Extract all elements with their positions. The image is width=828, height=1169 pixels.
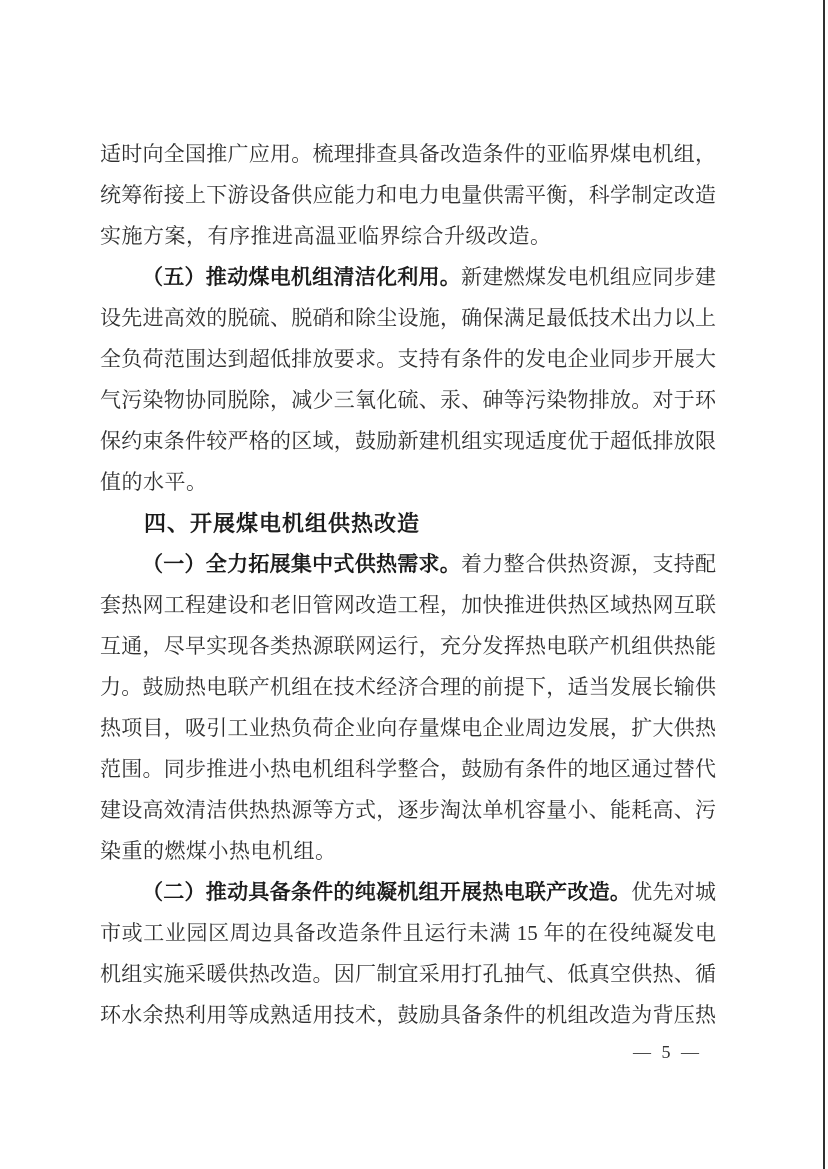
scan-edge-line [823,0,825,1169]
text-line [100,175,716,216]
text-segment: 值的水平。 [100,470,208,494]
text-line [100,216,716,257]
text-line [100,995,716,1036]
bold-text-segment: （一）全力拓展集中式供热需求。 [142,552,462,576]
text-segment: 保约束条件较严格的区域，鼓励新建机组实现适度优于超低排放限 [100,429,716,453]
text-segment: 优先对城 [631,880,717,904]
text-segment: 互通，尽早实现各类热源联网运行，充分发挥热电联产机组供热能 [100,634,716,658]
text-segment: 统筹衔接上下游设备供应能力和电力电量供需平衡，科学制定改造 [100,183,716,207]
text-line [100,298,716,339]
text-line [100,585,716,626]
text-line [100,421,716,462]
text-line [100,544,716,585]
text-line [100,831,716,872]
text-line [100,134,716,175]
text-segment: 气污染物协同脱除，减少三氧化硫、汞、砷等污染物排放。对于环 [100,388,716,412]
text-line [100,708,716,749]
text-segment: 建设高效清洁供热热源等方式，逐步淘汰单机容量小、能耗高、污 [100,798,716,822]
text-segment: 市或工业园区周边具备改造条件且运行未满 15 年的在役纯凝发电 [100,921,716,945]
text-line [100,954,716,995]
text-segment: 热项目，吸引工业热负荷企业向存量煤电企业周边发展，扩大供热 [100,716,716,740]
section-heading [100,503,716,544]
text-segment: 范围。同步推进小热电机组科学整合，鼓励有条件的地区通过替代 [100,757,716,781]
text-line [100,913,716,954]
text-segment: 染重的燃煤小热电机组。 [100,839,337,863]
text-segment: 设先进高效的脱硫、脱硝和除尘设施，确保满足最低技术出力以上 [100,306,716,330]
text-line [100,790,716,831]
text-line [100,339,716,380]
text-segment: 适时向全国推广应用。梳理排查具备改造条件的亚临界煤电机组， [100,142,716,166]
text-line [100,872,716,913]
text-segment: 机组实施采暖供热改造。因厂制宜采用打孔抽气、低真空供热、循 [100,962,716,986]
text-line [100,380,716,421]
bold-text-segment: 四、开展煤电机组供热改造 [144,511,421,536]
text-segment: 力。鼓励热电联产机组在技术经济合理的前提下，适当发展长输供 [100,675,716,699]
text-segment: 全负荷范围达到超低排放要求。支持有条件的发电企业同步开展大 [100,347,716,371]
bold-text-segment: （二）推动具备条件的纯凝机组开展热电联产改造。 [142,880,632,904]
page-number: — 5 — [633,1042,702,1062]
text-line [100,749,716,790]
text-segment: 实施方案，有序推进高温亚临界综合升级改造。 [100,224,552,248]
text-line [100,626,716,667]
text-segment: 新建燃煤发电机组应同步建 [461,265,717,289]
text-line [100,257,716,298]
text-line [100,667,716,708]
document-body [100,134,716,1036]
text-line [100,462,716,503]
text-segment: 套热网工程建设和老旧管网改造工程，加快推进供热区域热网互联 [100,593,716,617]
text-segment: 环水余热利用等成熟适用技术，鼓励具备条件的机组改造为背压热 [100,1003,716,1027]
text-segment: 着力整合供热资源，支持配 [461,552,717,576]
bold-text-segment: （五）推动煤电机组清洁化利用。 [142,265,462,289]
